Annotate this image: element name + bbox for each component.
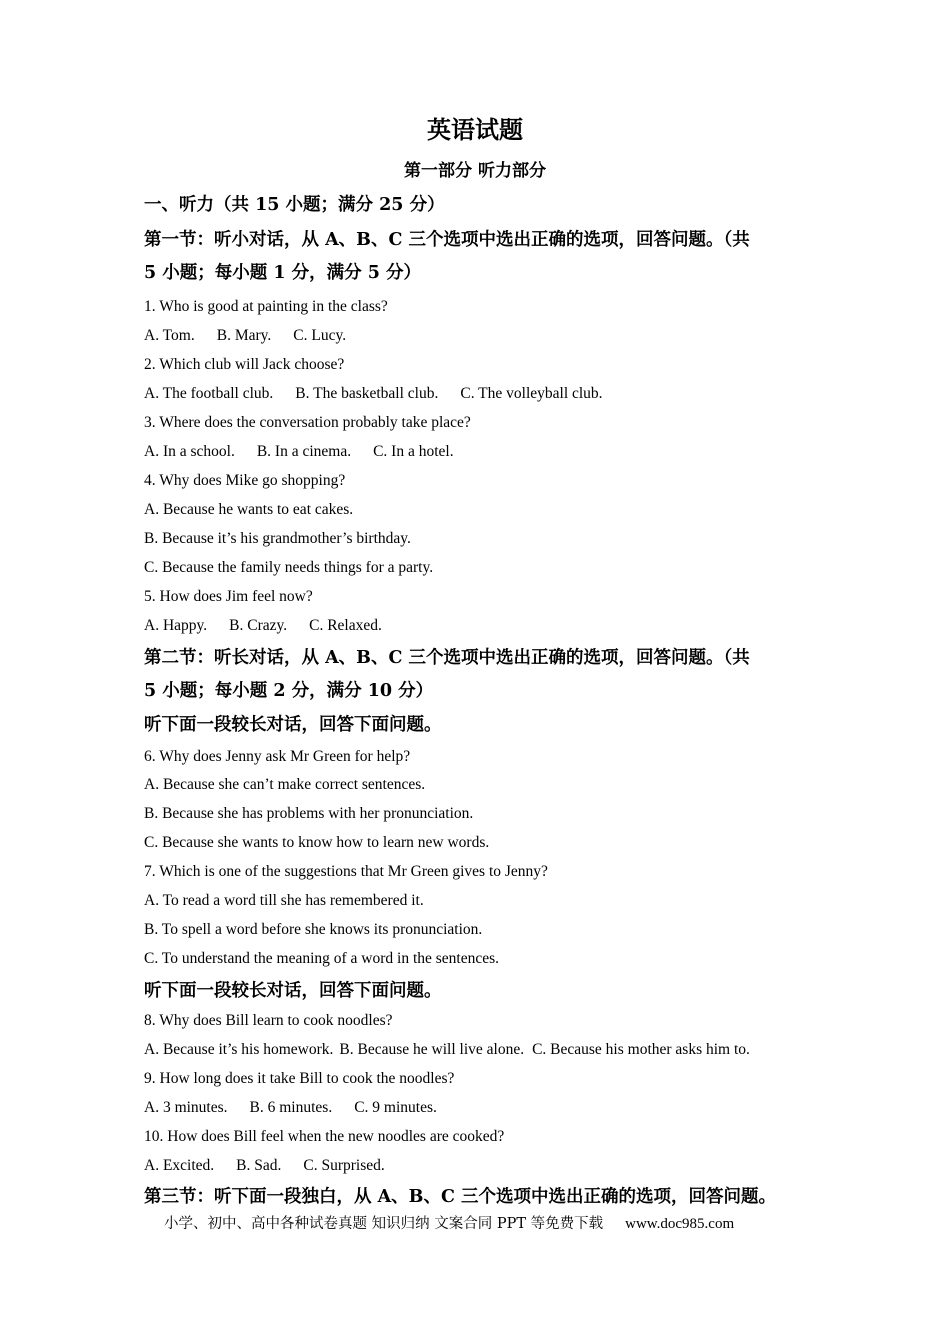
question-6-option-b: B. Because she has problems with her pronunciation.	[144, 805, 474, 822]
option-b: B. 6 minutes.	[249, 1099, 333, 1116]
page-subtitle: 第一部分 听力部分	[404, 161, 546, 181]
question-9-options	[144, 1097, 437, 1119]
question-7: 7. Which is one of the suggestions that Mr Green gives to Jenny?	[144, 863, 548, 880]
option-b: B. Crazy.	[229, 617, 288, 634]
question-5: 5. How does Jim feel now?	[144, 588, 313, 605]
option-b: B. Sad.	[236, 1157, 282, 1174]
question-9: 9. How long does it take Bill to cook the noodles?	[144, 1070, 455, 1087]
option-b: B. Because he will live alone.	[339, 1041, 525, 1058]
part3-heading: 第三节：听下面一段独白，从 A、B、C 三个选项中选出正确的选项，回答问题。	[144, 1187, 776, 1207]
question-3-options	[144, 441, 454, 463]
section-heading: 一、听力（共 15 小题；满分 25 分）	[144, 195, 445, 215]
question-6-option-c: C. Because she wants to know how to learn new words.	[144, 834, 490, 851]
question-7-option-a: A. To read a word till she has remembered it.	[144, 892, 424, 909]
option-b: B. In a cinema.	[256, 443, 352, 460]
option-c: C. Relaxed.	[309, 617, 382, 634]
listen-instruction: 听下面一段较长对话，回答下面问题。	[144, 715, 442, 735]
option-c: C. Surprised.	[303, 1157, 385, 1174]
option-a: A. Happy.	[144, 617, 208, 634]
question-6-option-a: A. Because she can’t make correct sentences.	[144, 776, 426, 793]
question-10-options	[144, 1155, 385, 1177]
option-a: A. Tom.	[144, 327, 195, 344]
question-6: 6. Why does Jenny ask Mr Green for help?	[144, 748, 411, 765]
question-10: 10. How does Bill feel when the new noodles are cooked?	[144, 1128, 505, 1145]
question-7-option-c: C. To understand the meaning of a word in the sentences.	[144, 950, 500, 967]
option-a: A. Excited.	[144, 1157, 215, 1174]
part1-heading-line1: 第一节：听小对话，从 A、B、C 三个选项中选出正确的选项，回答问题。（共	[144, 230, 750, 250]
option-c: C. In a hotel.	[373, 443, 454, 460]
question-2: 2. Which club will Jack choose?	[144, 356, 345, 373]
question-1: 1. Who is good at painting in the class?	[144, 298, 388, 315]
option-a: A. In a school.	[144, 443, 235, 460]
part2-heading-line1: 第二节：听长对话，从 A、B、C 三个选项中选出正确的选项，回答问题。（共	[144, 648, 750, 668]
option-c: C. 9 minutes.	[354, 1099, 437, 1116]
question-5-options	[144, 615, 382, 637]
part1-heading-line2: 5 小题；每小题 1 分，满分 5 分）	[144, 263, 421, 283]
question-4-option-c: C. Because the family needs things for a party.	[144, 559, 434, 576]
option-b: B. Mary.	[216, 327, 272, 344]
question-8: 8. Why does Bill learn to cook noodles?	[144, 1012, 393, 1029]
option-c: C. The volleyball club.	[460, 385, 603, 402]
footer-text: 小学、初中、高中各种试卷真题 知识归纳 文案合同 PPT 等免费下载	[164, 1216, 604, 1232]
question-8-options	[144, 1039, 750, 1061]
question-4-option-b: B. Because it’s his grandmother’s birthday.	[144, 530, 411, 547]
option-a: A. Because it’s his homework.	[144, 1041, 334, 1058]
question-1-options	[144, 325, 346, 347]
question-2-options	[144, 383, 603, 405]
page-title: 英语试题	[427, 115, 523, 144]
option-c: C. Because his mother asks him to.	[532, 1041, 750, 1058]
part2-heading-line2: 5 小题；每小题 2 分，满分 10 分）	[144, 681, 434, 701]
question-3: 3. Where does the conversation probably take place?	[144, 414, 471, 431]
footer-link[interactable]: www.doc985.com	[625, 1216, 735, 1232]
listen-instruction: 听下面一段较长对话，回答下面问题。	[144, 981, 442, 1001]
option-a: A. The football club.	[144, 385, 274, 402]
option-c: C. Lucy.	[293, 327, 347, 344]
question-4: 4. Why does Mike go shopping?	[144, 472, 346, 489]
question-7-option-b: B. To spell a word before she knows its pronunciation.	[144, 921, 483, 938]
question-4-option-a: A. Because he wants to eat cakes.	[144, 501, 354, 518]
option-a: A. 3 minutes.	[144, 1099, 228, 1116]
option-b: B. The basketball club.	[295, 385, 439, 402]
page-footer	[164, 1213, 734, 1235]
